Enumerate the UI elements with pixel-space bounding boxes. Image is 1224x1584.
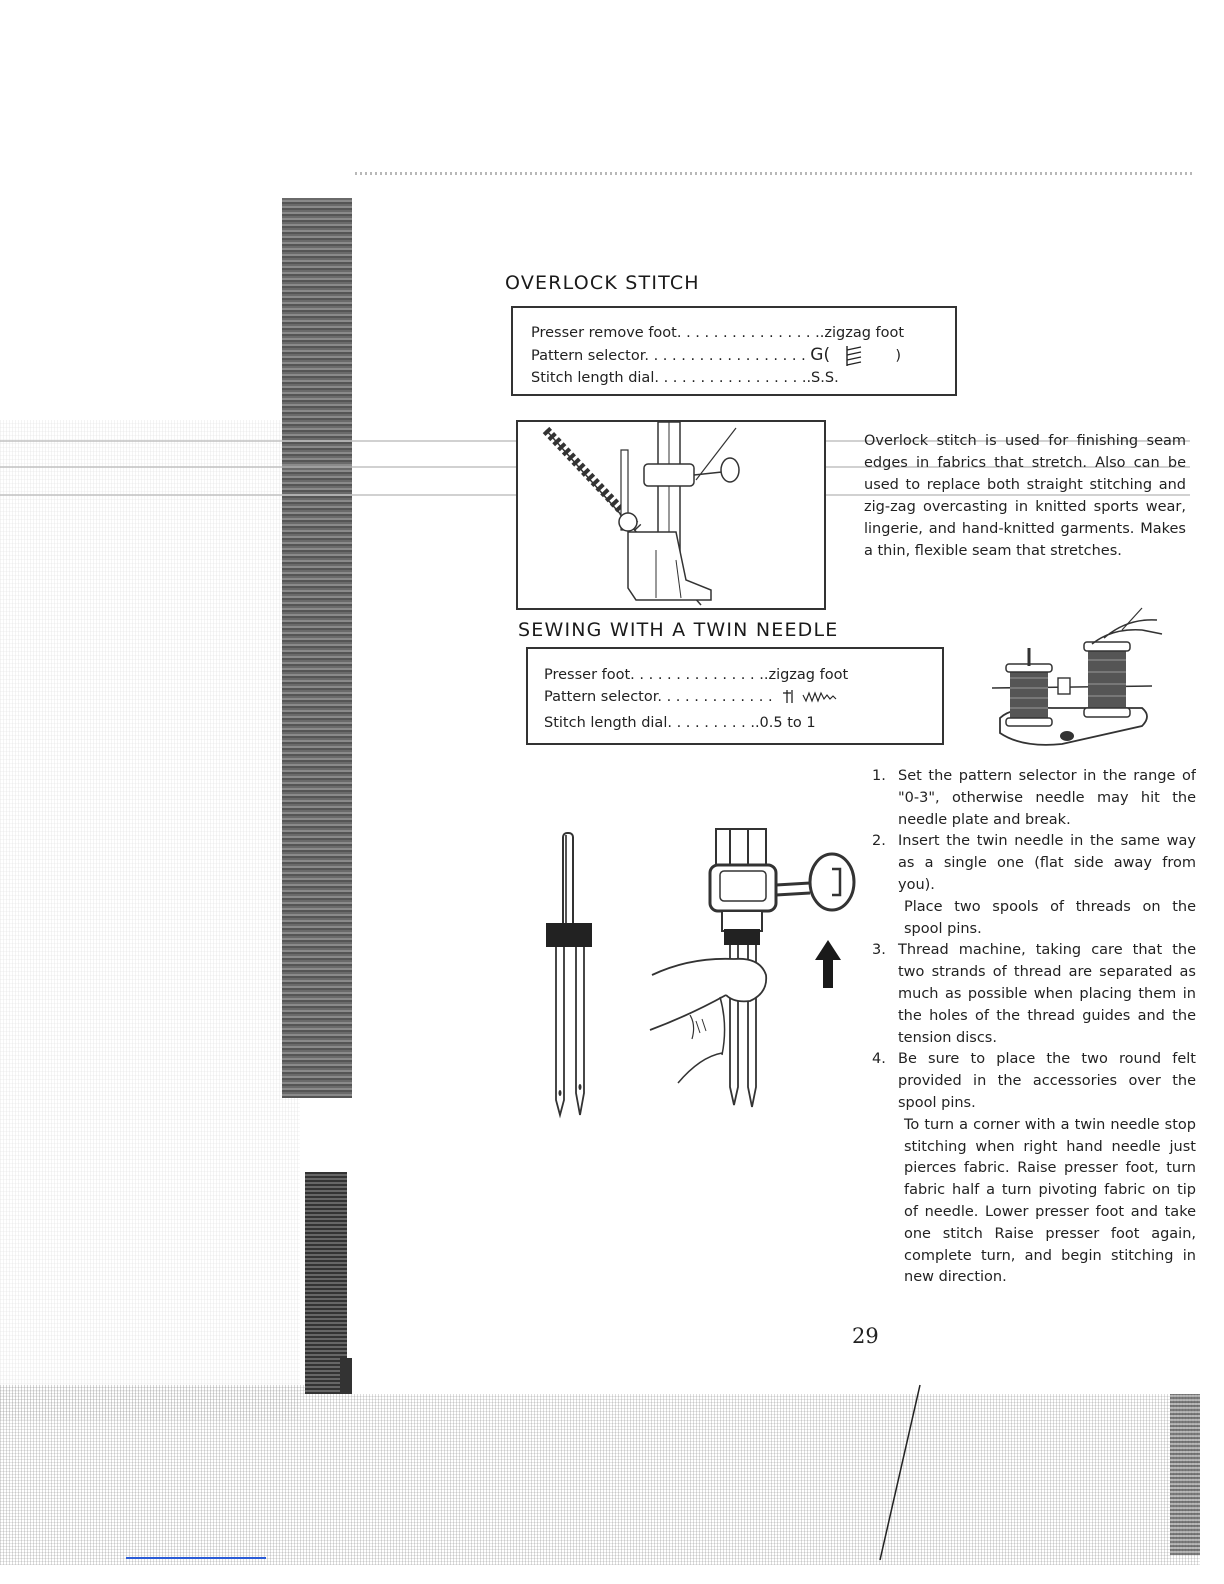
step-number: 1. <box>872 768 886 784</box>
up-arrow-icon <box>815 940 841 988</box>
step-item <box>872 940 1196 1049</box>
spec-row-presser <box>531 322 955 344</box>
twin-spools-illustration <box>992 608 1162 748</box>
overlock-spec-box <box>511 306 957 396</box>
step-number: 2. <box>872 833 886 850</box>
overlock-stitch-symbol-icon <box>843 344 873 366</box>
binding-spine <box>282 198 352 1098</box>
spec-row-stitch-length <box>544 712 942 734</box>
spec-value: .zigzag foot <box>763 667 849 683</box>
step-number: 3. <box>872 942 886 959</box>
twin-needle-spec-box <box>526 647 944 745</box>
step-text: Set the pattern selector in the range of "0-3", otherwise needle may hit the needle plate and break. <box>898 768 1196 828</box>
twin-needle-heading: SEWING WITH A TWIN NEEDLE <box>518 619 839 641</box>
spec-label: Pattern selector. . . . . . . . . . . . . . . . . . <box>531 348 806 364</box>
scan-page-edge <box>355 172 1195 175</box>
step-item <box>872 831 1196 896</box>
scan-crease-line <box>870 1385 930 1565</box>
scan-blue-mark <box>126 1557 266 1559</box>
step-text: Be sure to place the two round felt provided in the accessories over the spool pins. <box>898 1051 1196 1111</box>
spec-label: Pattern selector. . . . . . . . . . . . . <box>544 689 773 705</box>
twin-needle-steps <box>872 766 1196 1289</box>
step-item <box>872 1049 1196 1114</box>
scan-noise-corner <box>1170 1385 1200 1555</box>
twin-needle-stitch-symbol-icon <box>783 687 849 705</box>
step-continuation: Place two spools of threads on the spool pins. <box>904 898 1196 937</box>
overlock-presser-foot-illustration <box>516 420 828 610</box>
overlock-description: Overlock stitch is used for finishing seam edges in fabrics that stretch. Also can be used to replace both straight stitching and zig-zag overcasting in knitted sports wear, lingerie, and hand-knitted garments. Makes a thin, flexible seam that stretches. <box>864 433 1186 559</box>
step-text: Insert the twin needle in the same way as a single one (flat side away from you). <box>898 833 1196 893</box>
spec-value-close: ) <box>895 348 901 364</box>
overlock-heading: OVERLOCK STITCH <box>505 272 700 294</box>
spec-label: Presser remove foot. . . . . . . . . . . . . . . . <box>531 325 820 341</box>
step-item <box>872 766 1196 831</box>
spec-value: .zigzag foot <box>819 325 905 341</box>
step-continuation: To turn a corner with a twin needle stop stitching when right hand needle just pierces fabric. Raise presser foot, turn fabric half a turn pivoting fabric on tip of needle. Lower presser foot and take one stitch Raise presser foot again, complete turn, and begin stitching in new direction. <box>904 1116 1196 1286</box>
spec-value: .S.S. <box>806 370 839 386</box>
spec-row-presser <box>544 664 942 686</box>
spec-label: Stitch length dial. . . . . . . . . . <box>544 715 755 731</box>
page-number: 29 <box>852 1324 879 1348</box>
step-number: 4. <box>872 1051 886 1068</box>
spec-row-stitch-length <box>531 367 955 389</box>
scan-noise-bottom <box>0 1385 1200 1565</box>
spec-value: G( <box>810 345 831 365</box>
spec-row-pattern <box>544 686 942 708</box>
spec-value: .0.5 to 1 <box>754 715 816 731</box>
spec-row-pattern <box>531 344 955 367</box>
step-text: Thread machine, taking care that the two strands of thread are separated as much as possible when placing them in the holes of the thread guides and the tension discs. <box>898 942 1196 1046</box>
spec-label: Stitch length dial. . . . . . . . . . . . . . . . . <box>531 370 807 386</box>
scan-noise-left <box>0 420 300 1420</box>
spec-label: Presser foot. . . . . . . . . . . . . . . <box>544 667 764 683</box>
